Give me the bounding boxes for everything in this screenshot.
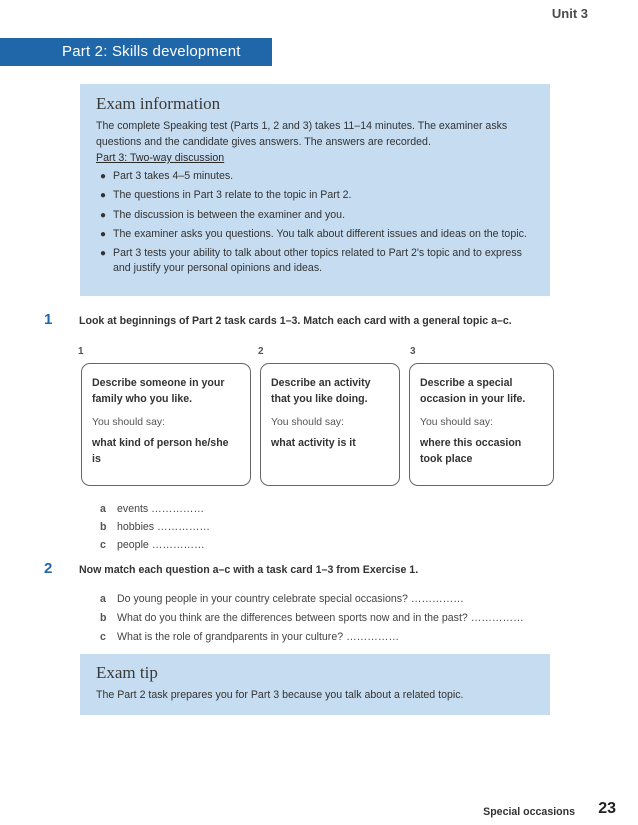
option-a — [100, 502, 204, 516]
exam-information-bullets — [96, 169, 536, 277]
question-text: Do young people in your country celebrate special occasions? …………… — [117, 593, 464, 605]
exam-information-subheading: Part 3: Two-way discussion — [96, 152, 225, 164]
question-letter: b — [100, 612, 107, 624]
exam-tip-box — [80, 654, 550, 715]
exercise-2-instruction: Now match each question a–c with a task card 1–3 from Exercise 1. — [79, 564, 419, 576]
option-b — [100, 520, 210, 534]
task-card-2 — [260, 363, 400, 486]
bullet-icon: ● — [100, 190, 107, 202]
bullet-text: The questions in Part 3 relate to the topic in Part 2. — [113, 189, 352, 202]
question-letter: a — [100, 593, 106, 605]
card-note: You should say: — [92, 417, 165, 428]
exam-information-heading: Exam information — [96, 94, 221, 113]
question-a — [100, 592, 464, 606]
option-c — [100, 538, 205, 552]
question-b — [100, 611, 524, 625]
bullet-icon: ● — [100, 171, 107, 182]
bullet-text: Part 3 tests your ability to talk about other topics related to Part 2's topic and to express and justify your personal opinions and ideas. — [113, 247, 522, 275]
bullet-icon: ● — [100, 228, 107, 240]
card-3-number: 3 — [410, 346, 416, 357]
card-point: what kind of person he/she is — [92, 437, 229, 465]
option-text: events …………… — [117, 503, 205, 515]
section-banner: Part 2: Skills development — [0, 38, 272, 66]
option-letter: c — [100, 539, 106, 551]
card-title: Describe someone in your family who you like. — [92, 377, 225, 405]
card-point: what activity is it — [271, 437, 356, 449]
option-letter: b — [100, 521, 107, 533]
bullet-item — [96, 188, 536, 203]
bullet-item — [96, 208, 536, 223]
bullet-item — [96, 246, 536, 277]
footer-title: Special occasions — [483, 806, 575, 818]
option-text: hobbies …………… — [117, 521, 211, 533]
card-title: Describe an activity that you like doing. — [271, 377, 371, 405]
bullet-text: The examiner asks you questions. You talk about different issues and ideas on the topic. — [113, 227, 527, 240]
exercise-1-instruction: Look at beginnings of Part 2 task cards 1–3. Match each card with a general topic a–c. — [79, 315, 512, 327]
option-text: people …………… — [117, 539, 205, 551]
card-1-number: 1 — [78, 346, 84, 357]
exam-information-box — [80, 84, 550, 296]
bullet-icon: ● — [100, 248, 107, 260]
bullet-icon: ● — [100, 209, 107, 221]
page-number: 23 — [598, 800, 616, 817]
bullet-item — [96, 169, 536, 184]
question-text: What is the role of grandparents in your culture? …………… — [117, 631, 400, 643]
exercise-2-number: 2 — [44, 560, 53, 577]
question-c — [100, 630, 399, 644]
card-note: You should say: — [420, 417, 493, 428]
card-2-number: 2 — [258, 346, 264, 357]
option-letter: a — [100, 503, 106, 515]
card-title: Describe a special occasion in your life. — [420, 377, 526, 405]
unit-label: Unit 3 — [551, 6, 588, 21]
task-card-1 — [81, 363, 251, 486]
question-letter: c — [100, 631, 106, 643]
bullet-text: Part 3 takes 4–5 minutes. — [113, 170, 234, 182]
question-text: What do you think are the differences between sports now and in the past? …………… — [117, 612, 524, 624]
card-note: You should say: — [271, 417, 344, 428]
exam-tip-heading: Exam tip — [96, 663, 158, 682]
exam-information-intro: The complete Speaking test (Parts 1, 2 and 3) takes 11–14 minutes. The examiner asks questions and the candidate gives answers. The answers are recorded. — [96, 120, 508, 148]
bullet-item — [96, 227, 536, 242]
card-point: where this occasion took place — [420, 437, 522, 465]
bullet-text: The discussion is between the examiner and you. — [113, 208, 346, 221]
exercise-1-number: 1 — [44, 311, 53, 328]
exam-tip-text: The Part 2 task prepares you for Part 3 because you talk about a related topic. — [96, 689, 464, 701]
task-card-3 — [409, 363, 554, 486]
